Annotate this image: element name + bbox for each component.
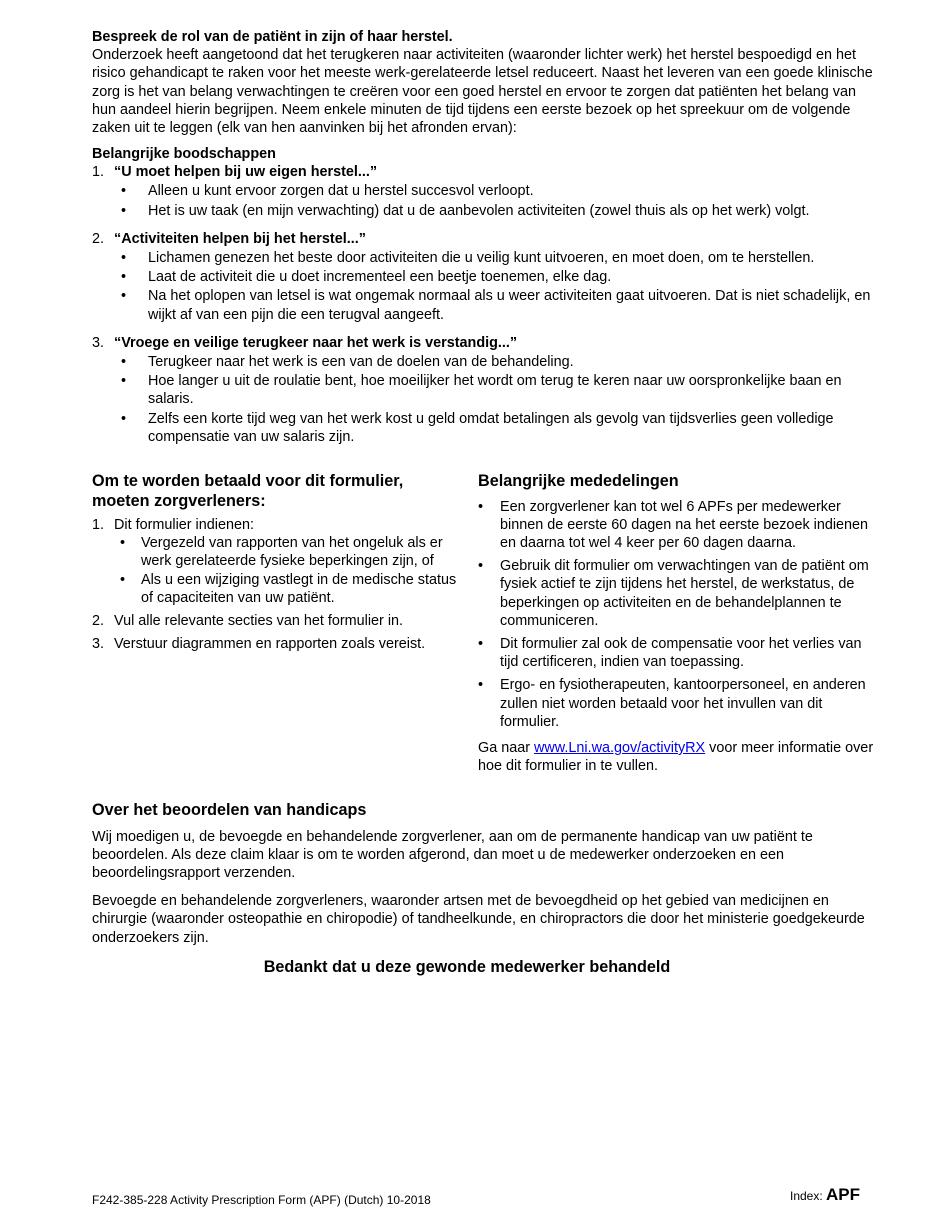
message-bullet: • Lichamen genezen het beste door activiteiten die u veilig kunt uitvoeren, en moet doen, om te herstellen.: [92, 249, 882, 267]
payment-item: [92, 612, 464, 630]
notice-bullet: • Gebruik dit formulier om verwachtingen van de patiënt om fysiek actief te zijn tijdens het herstel, de werkstatus, de beperkingen op activiteiten en de behandelplannen te communiceren.: [478, 557, 878, 630]
more-info-prefix: Ga naar: [478, 739, 534, 756]
message-title: “Activiteiten helpen bij het herstel...”: [114, 230, 366, 247]
message-bullet: • Terugkeer naar het werk is een van de doelen van de behandeling.: [92, 353, 882, 371]
message-title: “U moet helpen bij uw eigen herstel...”: [114, 164, 378, 181]
payment-number: 2.: [92, 613, 105, 630]
payment-text: Verstuur diagrammen en rapporten zoals vereist.: [114, 636, 426, 653]
message-bullet: • Na het oplopen van letsel is wat ongemak normaal als u weer activiteiten gaat uitvoeren. Dat is niet schadelijk, en wijkt af van een pijn die een terugval aangeeft.: [92, 287, 882, 323]
index-value: APF: [826, 1185, 861, 1204]
message-number: 2.: [92, 230, 105, 247]
payment-number: 1.: [92, 517, 105, 533]
more-info: [478, 739, 878, 775]
message-bullets: [92, 353, 882, 446]
key-messages-section: [92, 145, 882, 446]
key-messages-heading: Belangrijke boodschappen: [92, 146, 276, 162]
message-bullet: • Laat de activiteit die u doet incrementeel een beetje toenemen, elke dag.: [92, 268, 882, 286]
index: [790, 1186, 860, 1205]
notices-section: [478, 472, 878, 775]
notice-bullet: • Ergo- en fysiotherapeuten, kantoorpersoneel, en anderen zullen niet worden betaald voor het invullen van dit formulier.: [478, 676, 878, 731]
intro-section: [92, 28, 882, 137]
message-bullet: • Het is uw taak (en mijn verwachting) dat u de aanbevolen activiteiten (zowel thuis als op het werk) volgt.: [92, 202, 882, 220]
payment-number: 3.: [92, 636, 105, 653]
message-bullets: [92, 182, 882, 219]
form-id: F242-385-228 Activity Prescription Form (APF) (Dutch) 10-2018: [92, 1193, 431, 1207]
disability-section: [92, 801, 882, 947]
message-item: [92, 230, 882, 248]
payment-section: [92, 472, 464, 653]
payment-item: [92, 635, 464, 653]
message-number: 1.: [92, 164, 105, 181]
notice-bullet: • Een zorgverlener kan tot wel 6 APFs per medewerker binnen de eerste 60 dagen na het eerste bezoek indienen en daarna tot wel 4 keer per 60 dagen daarna.: [478, 498, 878, 553]
activityrx-link[interactable]: www.Lni.wa.gov/activityRX: [534, 739, 706, 756]
message-bullet: • Hoe langer u uit de roulatie bent, hoe moeilijker het wordt om terug te keren naar uw oorspronkelijke baan en salaris.: [92, 372, 882, 408]
more-info-suffix: voor meer informatie over hoe dit formulier in te vullen.: [478, 739, 874, 775]
message-number: 3.: [92, 334, 105, 351]
payment-bullet: • Als u een wijziging vastlegt in de medische status of capaciteiten van uw patiënt.: [92, 571, 464, 607]
message-item: [92, 334, 882, 352]
notices-heading: Belangrijke mededelingen: [478, 472, 679, 490]
intro-heading: Bespreek de rol van de patiënt in zijn of haar herstel.: [92, 29, 453, 45]
payment-heading: Om te worden betaald voor dit formulier, moeten zorgverleners:: [92, 472, 404, 510]
payment-item: [92, 516, 464, 534]
disability-paragraph-1: Wij moedigen u, de bevoegde en behandelende zorgverlener, aan om de permanente handicap van uw patiënt te beoordelen. Als deze claim klaar is om te worden afgerond, dan moet u de medewerker onderzoeken en een beoordelingsrapport verzenden.: [92, 828, 813, 881]
disability-paragraph-2: Bevoegde en behandelende zorgverleners, waaronder artsen met de bevoegdheid op het gebied van medicijnen en chirurgie (waaronder osteopathie en chiropodie) of tandheelkunde, en chiropractors die door het ministerie goedgekeurde onderzoekers zijn.: [92, 893, 865, 946]
message-bullet: • Zelfs een korte tijd weg van het werk kost u geld omdat betalingen als gevolg van tijdsverlies geen volledige compensatie van uw salaris zijn.: [92, 410, 882, 446]
payment-bullets: [92, 534, 464, 607]
intro-body: Onderzoek heeft aangetoond dat het terugkeren naar activiteiten (waaronder lichter werk) het herstel bespoedigd en het risico gehandicapt te raken voor het meeste werk-gerelateerde letsel reduceert. Naast het leveren van een goede klinische zorg is het van belang verwachtingen te creëren voor een goed herstel en ervoor te zorgen dat patiënten het belang van hun aandeel hierin begrijpen. Neem enkele minuten de tijd tijdens een eerste bezoek op het spreekuur om de volgende zaken uit te leggen (elk van hen aanvinken bij het afronden ervan):: [92, 47, 873, 137]
payment-bullet: • Vergezeld van rapporten van het ongeluk als er werk gerelateerde fysieke beperkingen zijn, of: [92, 534, 464, 570]
disability-heading: Over het beoordelen van handicaps: [92, 801, 367, 819]
payment-text: Vul alle relevante secties van het formulier in.: [114, 613, 404, 630]
message-item: [92, 163, 882, 181]
notice-bullet: • Dit formulier zal ook de compensatie voor het verlies van tijd certificeren, indien van toepassing.: [478, 635, 878, 671]
message-bullet: • Alleen u kunt ervoor zorgen dat u herstel succesvol verloopt.: [92, 182, 882, 200]
message-title: “Vroege en veilige terugkeer naar het werk is verstandig...”: [114, 334, 518, 351]
thanks-text: Bedankt dat u deze gewonde medewerker behandeld: [263, 958, 671, 976]
payment-text: Dit formulier indienen:: [114, 517, 254, 533]
index-label: Index:: [790, 1189, 827, 1203]
message-bullets: [92, 249, 882, 324]
